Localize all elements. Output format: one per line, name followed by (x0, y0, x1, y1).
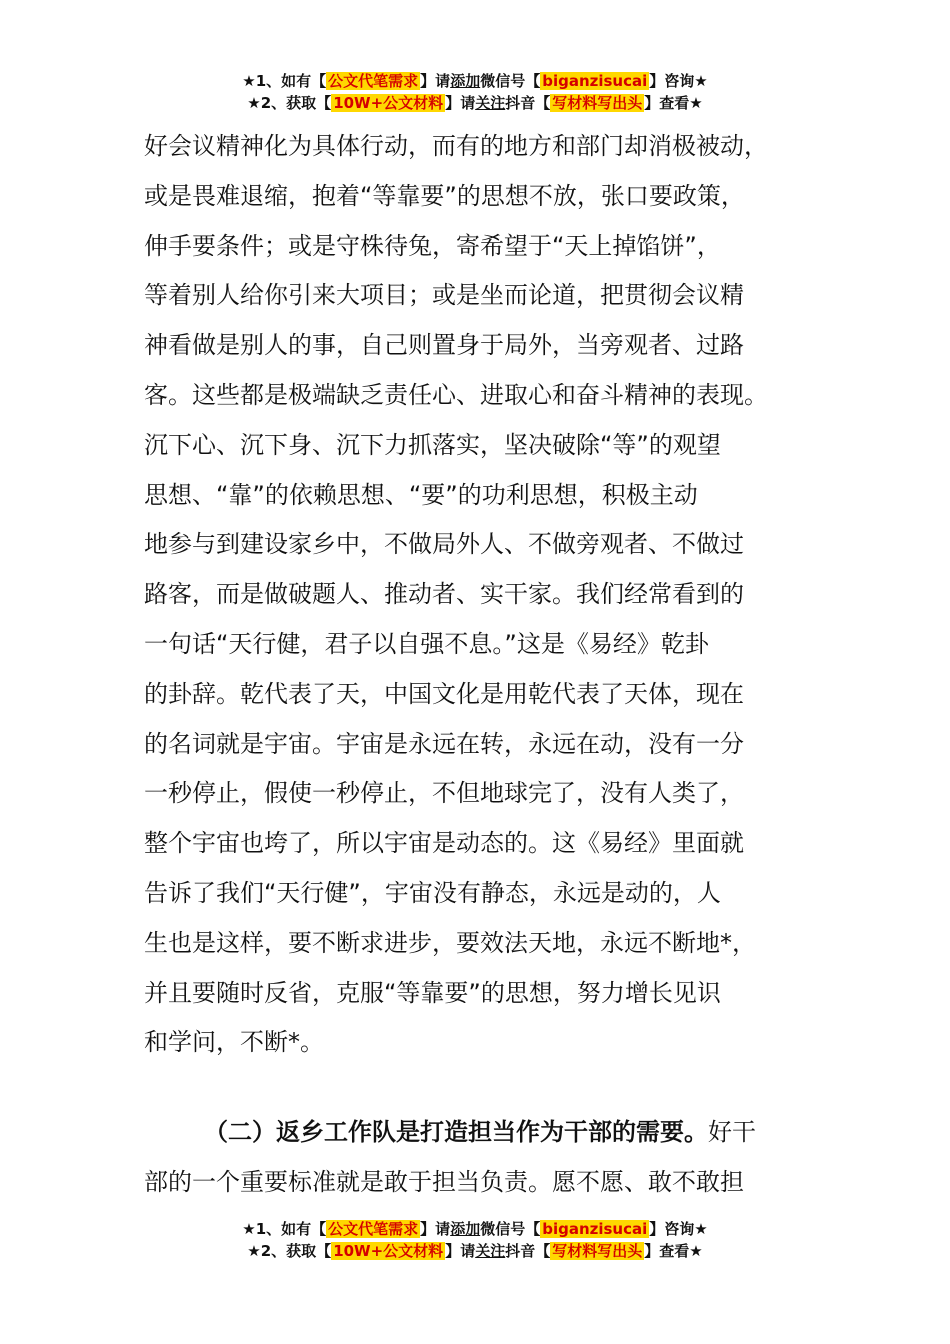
text-line: 路客，而是做破题人、推动者、实干家。我们经常看到的 (144, 580, 744, 609)
text-line: 并且要随时反省，克服“等靠要”的思想，努力增长见识 (144, 978, 721, 1007)
banner-highlight: 公文代笔需求 (328, 72, 419, 90)
banner-text: 】咨询★ (649, 72, 708, 90)
banner-text: 】查看★ (644, 94, 703, 112)
paragraph-1 (144, 122, 806, 1068)
banner-highlight: 写材料写出头 (552, 1242, 643, 1260)
banner-text: 】请 (420, 72, 451, 90)
text-line: 地参与到建设家乡中，不做局外人、不做旁观者、不做过 (144, 530, 744, 559)
banner-line-2 (0, 1240, 950, 1262)
banner-underline: 关注 (475, 94, 506, 112)
banner-text: 抖音【 (505, 1242, 551, 1260)
banner-text: ★2、获取【 (247, 1242, 332, 1260)
text-line: 伸手要条件；或是守株待兔，寄希望于“天上掉馅饼”， (144, 231, 721, 260)
header-banner (0, 70, 950, 114)
banner-line-2 (0, 92, 950, 114)
text-line: 部的一个重要标准就是敢于担当负责。愿不愿、敢不敢担 (144, 1167, 744, 1196)
banner-line-1 (0, 70, 950, 92)
document-body (144, 122, 806, 1208)
banner-highlight: biganzisucai (542, 72, 648, 90)
banner-text: 】请 (445, 1242, 476, 1260)
text-line: 神看做是别人的事，自己则置身于局外，当旁观者、过路 (144, 331, 744, 360)
banner-line-1 (0, 1218, 950, 1240)
banner-highlight: 10W+公文材料 (333, 94, 444, 112)
banner-highlight: 10W+公文材料 (333, 1242, 444, 1260)
text-line: 和学问，不断*。 (144, 1028, 324, 1057)
text-line: 告诉了我们“天行健”，宇宙没有静态，永远是动的，人 (144, 878, 721, 907)
text-line: 沉下心、沉下身、沉下力抓落实，坚决破除“等”的观望 (144, 430, 721, 459)
text-line: 整个宇宙也垮了，所以宇宙是动态的。这《易经》里面就 (144, 829, 744, 858)
banner-underline: 添加 (450, 72, 481, 90)
banner-text: 】查看★ (644, 1242, 703, 1260)
banner-text: 】请 (445, 94, 476, 112)
banner-text: 】咨询★ (649, 1220, 708, 1238)
banner-text: ★1、如有【 (242, 1220, 327, 1238)
banner-text: ★1、如有【 (242, 72, 327, 90)
text-line: 思想、“靠”的依赖思想、“要”的功利思想，积极主动 (144, 480, 698, 509)
banner-underline: 添加 (450, 1220, 481, 1238)
banner-highlight: biganzisucai (542, 1220, 648, 1238)
banner-text: 】请 (420, 1220, 451, 1238)
banner-text: 抖音【 (505, 94, 551, 112)
banner-text: 微信号【 (480, 1220, 541, 1238)
paragraph-2 (144, 1108, 806, 1208)
paragraph-spacer (144, 1068, 806, 1108)
text-line: 的卦辞。乾代表了天，中国文化是用乾代表了天体，现在 (144, 679, 744, 708)
text-line: 一秒停止，假使一秒停止，不但地球完了，没有人类了， (144, 779, 744, 808)
banner-text: 微信号【 (480, 72, 541, 90)
text-line: 或是畏难退缩，抱着“等靠要”的思想不放，张口要政策， (144, 181, 745, 210)
text-line: 的名词就是宇宙。宇宙是永远在转，永远在动，没有一分 (144, 729, 744, 758)
text-line: 客。这些都是极端缺乏责任心、进取心和奋斗精神的表现。 (144, 380, 768, 409)
footer-banner (0, 1218, 950, 1262)
text-fragment: 好干 (708, 1118, 756, 1147)
banner-text: ★2、获取【 (247, 94, 332, 112)
banner-highlight: 写材料写出头 (552, 94, 643, 112)
section-heading-line (144, 1108, 806, 1158)
banner-highlight: 公文代笔需求 (328, 1220, 419, 1238)
section-heading: （二）返乡工作队是打造担当作为干部的需要。 (204, 1118, 708, 1147)
banner-underline: 关注 (475, 1242, 506, 1260)
text-line: 生也是这样，要不断求进步，要效法天地，永远不断地*， (144, 928, 756, 957)
text-line: 好会议精神化为具体行动，而有的地方和部门却消极被动， (144, 132, 768, 160)
text-line: 等着别人给你引来大项目；或是坐而论道，把贯彻会议精 (144, 281, 744, 310)
text-line: 一句话“天行健，君子以自强不息。”这是《易经》乾卦 (144, 629, 709, 658)
